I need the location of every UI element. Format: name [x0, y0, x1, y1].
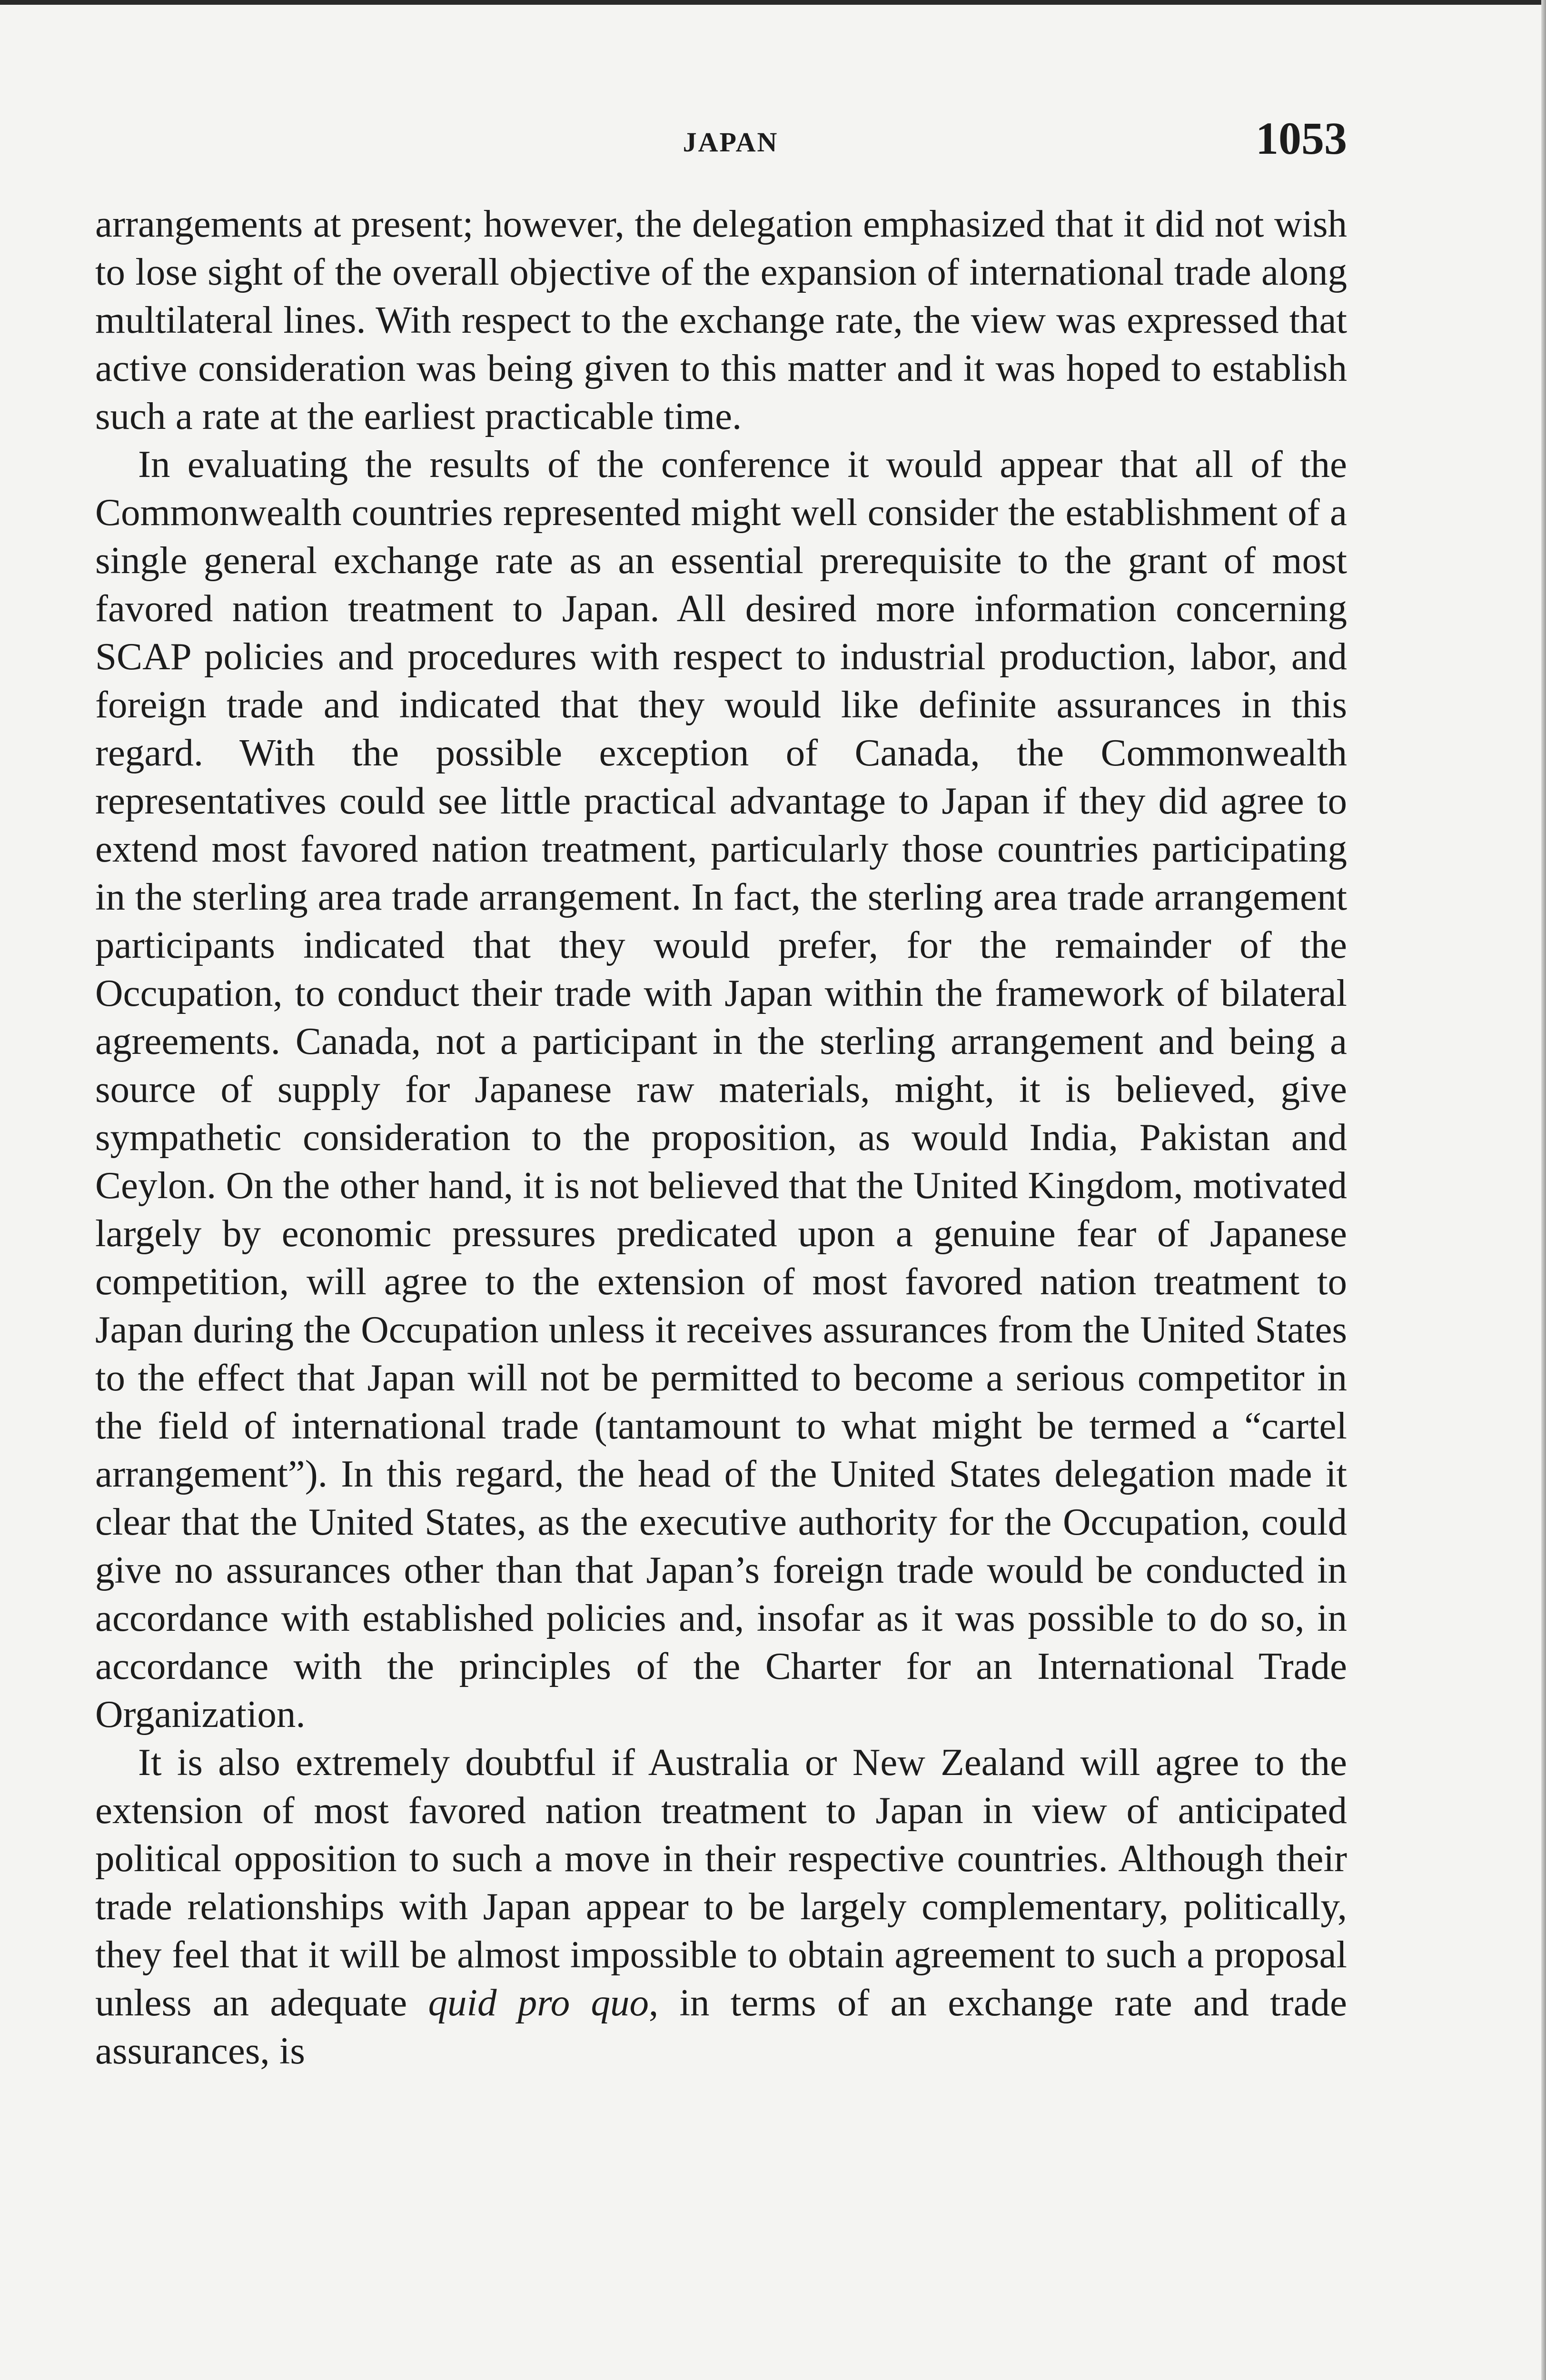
running-head: JAPAN [683, 127, 779, 158]
paragraph-continuation: arrangements at present; however, the delegation emphasized that it did not wish to lose sight of the overall objective of the expansion of international trade along multilateral lines. With respect to the exchange rate, the view was expressed that active consideration was being given to this matter and it was hoped to establish such a rate at the earliest practicable time. [95, 202, 1347, 437]
scan-top-border [0, 0, 1546, 5]
paragraph-australia-new-zealand [95, 1738, 1347, 2075]
scan-right-border [1541, 0, 1546, 2380]
body-text [95, 200, 1347, 2075]
paragraph-text-after-italic: , in terms of an exchange rate and trade assurances, is [95, 1981, 1347, 2072]
italic-phrase: quid pro quo [428, 1981, 649, 2024]
page-number: 1053 [1256, 113, 1347, 164]
paragraph-text-before-italic: It is also extremely doubtful if Australia or New Zealand will agree to the extension of most favored nation treatment to Japan in view of anticipated political opposition to such a move in their respective countries. Although their trade relationships with Japan appear to be largely complementary, politically, they feel that it will be almost impossible to obtain agreement to such a proposal unless an adequate [95, 1741, 1347, 2024]
page-header [95, 112, 1347, 164]
paragraph-evaluation: In evaluating the results of the conference it would appear that all of the Commonwealth countries represented might well consider the establishment of a single general exchange rate as an essential prerequisite to the grant of most favored nation treatment to Japan. All desired more information concerning SCAP policies and procedures with respect to industrial production, labor, and foreign trade and indicated that they would like definite assurances in this regard. With the possible exception of Canada, the Commonwealth representatives could see little practical advantage to Japan if they did agree to extend most favored nation treatment, particularly those countries participating in the sterling area trade arrangement. In fact, the sterling area trade arrangement participants indicated that they would prefer, for the remainder of the Occupation, to conduct their trade with Japan within the framework of bilateral agreements. Canada, not a participant in the sterling arrangement and being a source of supply for Japanese raw materials, might, it is believed, give sympathetic consideration to the proposition, as would India, Pakistan and Ceylon. On the other hand, it is not believed that the United Kingdom, motivated largely by economic pressures predicated upon a genuine fear of Japanese competition, will agree to the extension of most favored nation treatment to Japan during the Occupation unless it receives assurances from the United States to the effect that Japan will not be permitted to become a serious competitor in the field of international trade (tantamount to what might be termed a “cartel arrangement”). In this regard, the head of the United States delegation made it clear that the United States, as the executive authority for the Occupation, could give no assurances other than that Japan’s foreign trade would be conducted in accordance with established policies and, insofar as it was possible to do so, in accordance with the principles of the Charter for an International Trade Organization. [95, 443, 1347, 1735]
